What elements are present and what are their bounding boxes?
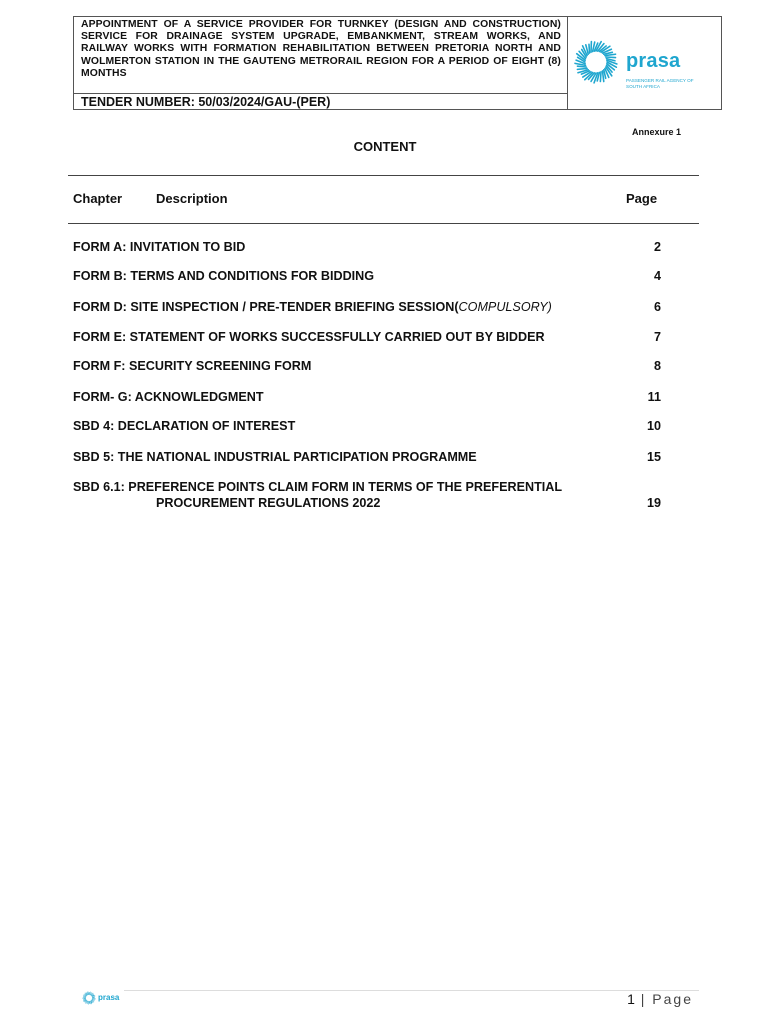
toc-entry-label: FORM D: SITE INSPECTION / PRE-TENDER BRIEFING SESSION(COMPULSORY): [73, 300, 552, 314]
toc-entry-label: SBD 4: DECLARATION OF INTEREST: [73, 419, 296, 433]
page-number-label: | Page: [634, 991, 693, 1007]
toc-entry-page: 7: [653, 330, 661, 344]
column-header-chapter: Chapter: [73, 191, 123, 206]
content-heading: CONTENT: [353, 139, 417, 154]
logo-ray: [589, 44, 590, 53]
page-number-value: 1: [627, 991, 635, 1007]
toc-entry-label: FORM B: TERMS AND CONDITIONS FOR BIDDING: [73, 269, 375, 283]
toc-entry-label-italic: COMPULSORY): [458, 300, 552, 314]
toc-entry-page: 4: [653, 269, 661, 283]
logo-ray: [600, 72, 601, 82]
toc-entry-page: 15: [646, 450, 661, 464]
toc-entry-page: 19: [646, 496, 661, 510]
toc-entry-label: FORM- G: ACKNOWLEDGMENT: [73, 390, 264, 404]
prasa-logo: [568, 17, 722, 110]
logo-ray: [577, 66, 586, 67]
footer-logo: [82, 991, 124, 1009]
prasa-sunburst-logo-icon: [82, 991, 96, 1005]
divider-bottom: [68, 223, 699, 224]
toc-entry-label: FORM F: SECURITY SCREENING FORM: [73, 359, 312, 373]
toc-entry-page: 10: [646, 419, 661, 433]
logo-ray: [577, 68, 587, 69]
toc-entry-page: 11: [647, 390, 661, 404]
logo-ray: [606, 57, 616, 58]
toc-entry-page: 6: [653, 300, 661, 314]
toc-entry-sbd-6-1[interactable]: [73, 479, 661, 513]
logo-tagline: PASSENGER RAIL AGENCY OF SOUTH AFRICA: [626, 78, 694, 89]
toc-entry-label-line2: PROCUREMENT REGULATIONS 2022: [156, 496, 381, 510]
toc-entry-page: 2: [653, 240, 661, 254]
column-header-page: Page: [626, 191, 658, 206]
page-number: [627, 991, 693, 1007]
footer-logo-wordmark: prasa: [98, 993, 120, 1002]
annexure-label: Annexure 1: [632, 127, 682, 137]
toc-entry-label: FORM E: STATEMENT OF WORKS SUCCESSFULLY CARRIED OUT BY BIDDER: [73, 330, 545, 344]
prasa-sunburst-logo-icon: [573, 39, 619, 85]
footer-divider: [124, 990, 699, 991]
column-header-description: Description: [156, 191, 228, 206]
header-box: [73, 16, 722, 110]
divider-top: [68, 175, 699, 176]
toc-entry-label: FORM A: INVITATION TO BID: [73, 240, 246, 254]
toc-entry-label: SBD 5: THE NATIONAL INDUSTRIAL PARTICIPATION PROGRAMME: [73, 450, 477, 464]
toc-entry-page: 8: [653, 359, 661, 373]
toc-entry-label: SBD 6.1: PREFERENCE POINTS CLAIM FORM IN TERMS OF THE PREFERENTIAL PROCUREMENT REGULATIONS 2022: [73, 480, 563, 510]
tender-number: TENDER NUMBER: 50/03/2024/GAU-(PER): [74, 93, 568, 110]
tender-title: APPOINTMENT OF A SERVICE PROVIDER FOR TURNKEY (DESIGN AND CONSTRUCTION) SERVICE FOR DRAINAGE SYSTEM UPGRADE, EMBANKMENT, STREAM WORKS, AND RAILWAY WORKS WITH FORMATION REHABILITATION BETWEEN PRETORIA NORTH AND WOLMERTON STATION IN THE GAUTENG METRORAIL REGION FOR A PERIOD OF EIGHT (8) MONTHS: [74, 17, 568, 93]
logo-wordmark: prasa: [626, 50, 681, 72]
